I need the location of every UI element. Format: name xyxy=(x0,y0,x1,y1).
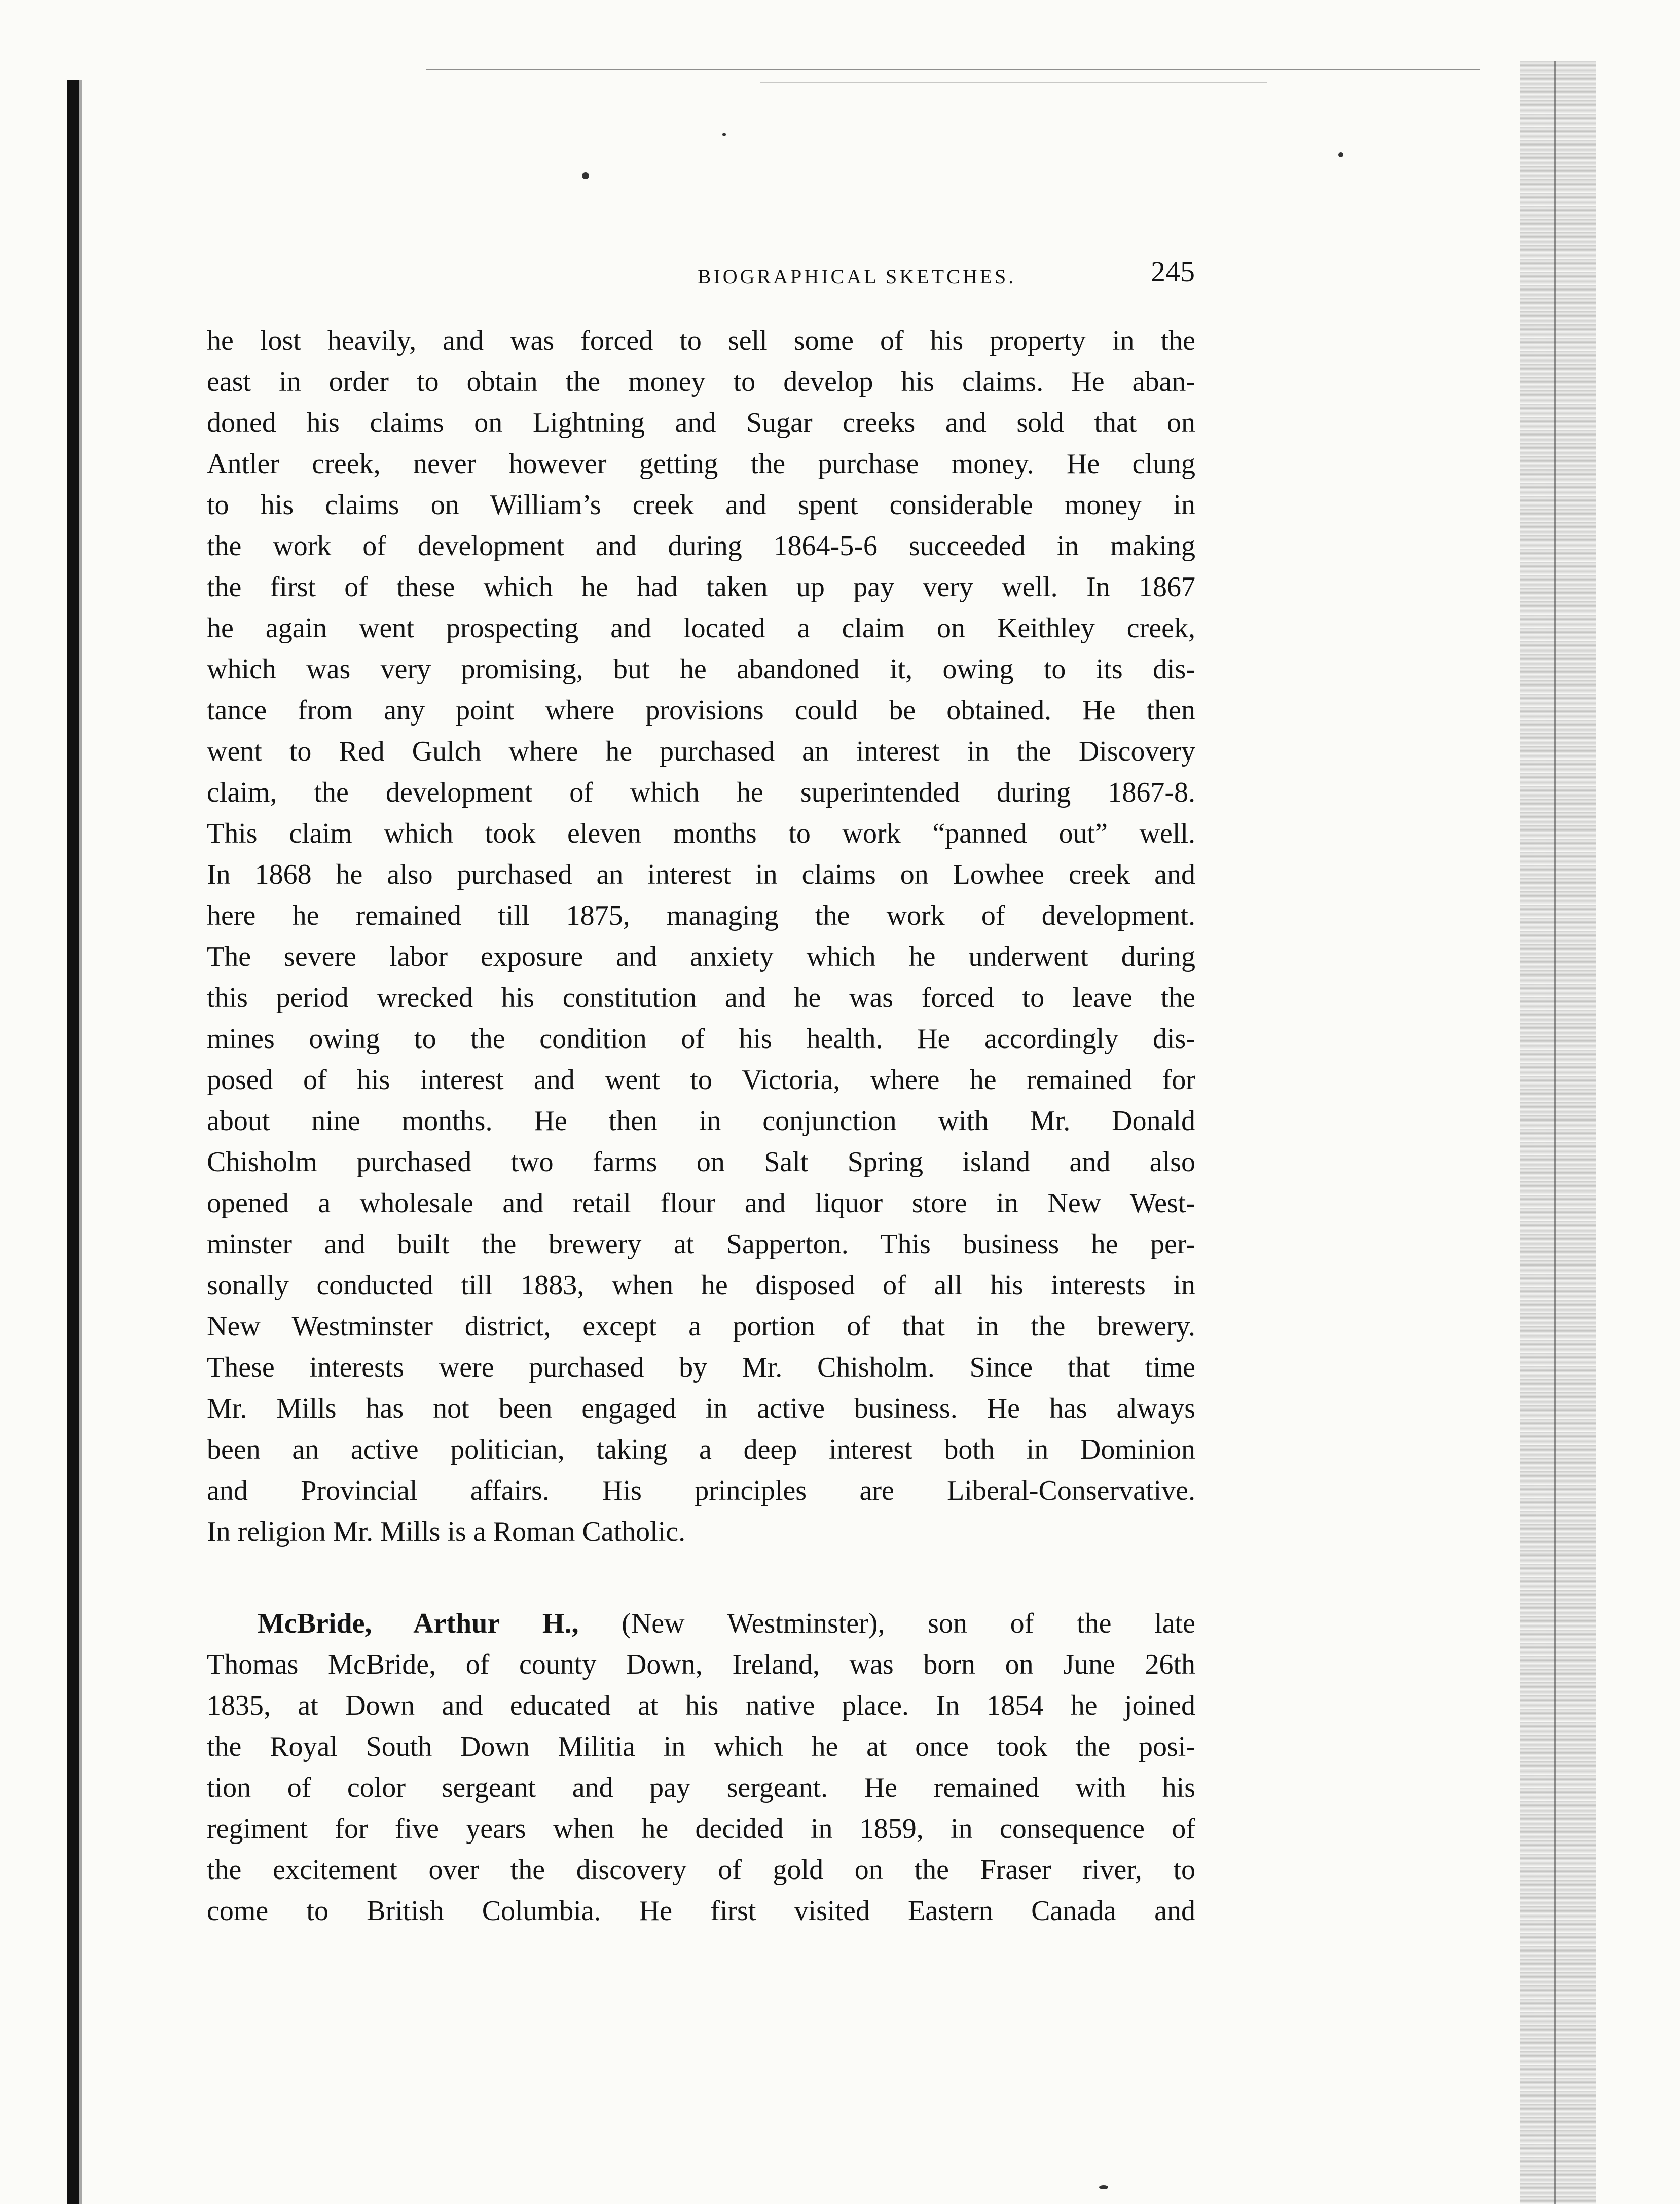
text-line: the Royal South Down Militia in which he at once took the posi- xyxy=(207,1731,1195,1762)
scan-speck xyxy=(722,133,726,136)
text-line: to his claims on William’s creek and spent considerable money in xyxy=(207,489,1195,521)
text-line: Chisholm purchased two farms on Salt Spring island and also xyxy=(207,1146,1195,1178)
text-line: posed of his interest and went to Victoria, where he remained for xyxy=(207,1064,1195,1096)
text-line: tion of color sergeant and pay sergeant. He remained with his xyxy=(207,1772,1195,1803)
text-line: come to British Columbia. He first visited Eastern Canada and xyxy=(207,1895,1195,1927)
text-line: went to Red Gulch where he purchased an interest in the Discovery xyxy=(207,736,1195,767)
text-line: the first of these which he had taken up pay very well. In 1867 xyxy=(207,571,1195,603)
text-line: Antler creek, never however getting the purchase money. He clung xyxy=(207,448,1195,480)
scan-left-edge-shadow xyxy=(79,80,82,2204)
paragraph-gap xyxy=(207,1552,1195,1603)
text-line: mines owing to the condition of his health. He accordingly dis- xyxy=(207,1023,1195,1055)
scan-speck xyxy=(1338,152,1343,157)
scan-right-edge-line xyxy=(1554,61,1556,2204)
text-line: this period wrecked his constitution and he was forced to leave the xyxy=(207,982,1195,1014)
text-line: The severe labor exposure and anxiety which he underwent during xyxy=(207,941,1195,972)
text-line: claim, the development of which he superintended during 1867-8. xyxy=(207,777,1195,808)
text-line: doned his claims on Lightning and Sugar creeks and sold that on xyxy=(207,407,1195,439)
text-line: 1835, at Down and educated at his native place. In 1854 he joined xyxy=(207,1690,1195,1721)
text-line: the work of development and during 1864-5-6 succeeded in making xyxy=(207,530,1195,562)
text-line: In 1868 he also purchased an interest in claims on Lowhee creek and xyxy=(207,859,1195,890)
paragraph-mills-continued xyxy=(207,320,1195,1552)
text-line: minster and built the brewery at Sapperton. This business he per- xyxy=(207,1229,1195,1260)
text-line: about nine months. He then in conjunction with Mr. Donald xyxy=(207,1105,1195,1137)
running-head: BIOGRAPHICAL SKETCHES. xyxy=(697,265,1016,288)
page-number: 245 xyxy=(1151,255,1195,288)
scan-left-edge xyxy=(67,80,79,2204)
text-line: Thomas McBride, of county Down, Ireland, was born on June 26th xyxy=(207,1649,1195,1680)
text-line: sonally conducted till 1883, when he disposed of all his interests in xyxy=(207,1270,1195,1301)
entry-name: McBride, Arthur H., xyxy=(258,1608,579,1639)
text-line: east in order to obtain the money to develop his claims. He aban- xyxy=(207,366,1195,398)
text-line: regiment for five years when he decided in 1859, in consequence of xyxy=(207,1813,1195,1845)
text-line: Mr. Mills has not been engaged in active business. He has always xyxy=(207,1393,1195,1424)
text-line: been an active politician, taking a deep interest both in Dominion xyxy=(207,1434,1195,1465)
text-line: opened a wholesale and retail flour and liquor store in New West- xyxy=(207,1187,1195,1219)
text-line: New Westminster district, except a portion of that in the brewery. xyxy=(207,1311,1195,1342)
text-line xyxy=(207,1603,1195,1644)
scan-speck xyxy=(1099,2185,1108,2189)
scan-top-rule xyxy=(426,69,1480,70)
text-line: and Provincial affairs. His principles are Liberal-Conservative. xyxy=(207,1475,1195,1506)
entry-name-rest: (New Westminster), son of the late xyxy=(578,1608,1195,1639)
text-line: In religion Mr. Mills is a Roman Catholic. xyxy=(207,1516,686,1547)
text-line: These interests were purchased by Mr. Chisholm. Since that time xyxy=(207,1352,1195,1383)
paragraph-mcbride xyxy=(207,1603,1195,1932)
text-line: here he remained till 1875, managing the work of development. xyxy=(207,900,1195,931)
text-line: he lost heavily, and was forced to sell some of his property in the xyxy=(207,325,1195,356)
text-line: the excitement over the discovery of gold on the Fraser river, to xyxy=(207,1854,1195,1886)
text-line: tance from any point where provisions could be obtained. He then xyxy=(207,695,1195,726)
text-line: which was very promising, but he abandoned it, owing to its dis- xyxy=(207,654,1195,685)
scan-top-rule-faint xyxy=(760,82,1267,83)
text-line: This claim which took eleven months to work “panned out” well. xyxy=(207,818,1195,849)
body-text xyxy=(207,320,1195,1932)
text-line: he again went prospecting and located a claim on Keithley creek, xyxy=(207,612,1195,644)
scan-speck xyxy=(582,172,589,179)
scan-right-edge xyxy=(1520,61,1596,2204)
